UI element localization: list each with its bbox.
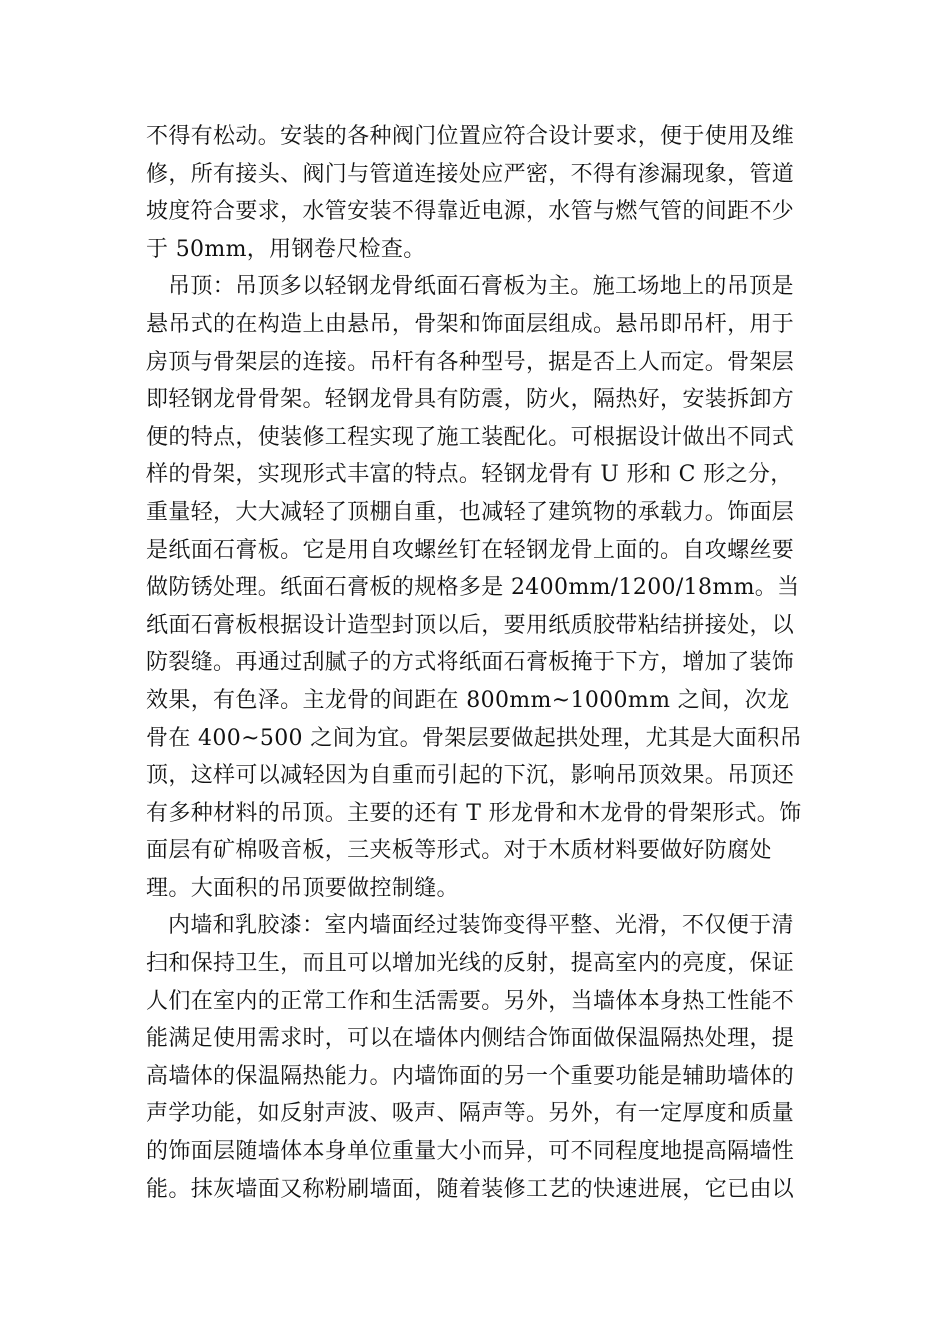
document-body (146, 118, 806, 1208)
paragraph-ceiling: 吊顶：吊顶多以轻钢龙骨纸面石膏板为主。施工场地上的吊顶是悬吊式的在构造上由悬吊，骨架和饰面层组成。悬吊即吊杆，用于房顶与骨架层的连接。吊杆有各种型号，据是否上人而定。骨架层即轻钢龙骨骨架。轻钢龙骨具有防震，防火，隔热好，安装拆卸方便的特点，使装修工程实现了施工装配化。可根据设计做出不同式样的骨架，实现形式丰富的特点。轻钢龙骨有 U 形和 C 形之分，重量轻，大大减轻了顶棚自重，也减轻了建筑物的承载力。饰面层是纸面石膏板。它是用自攻螺丝钉在轻钢龙骨上面的。自攻螺丝要做防锈处理。纸面石膏板的规格多是 2400mm/1200/18mm。当纸面石膏板根据设计造型封顶以后，要用纸质胶带粘结拼接处，以防裂缝。再通过刮腻子的方式将纸面石膏板掩于下方，增加了装饰效果，有色泽。主龙骨的间距在 800mm~1000mm 之间，次龙骨在 400~500 之间为宜。骨架层要做起拱处理，尤其是大面积吊顶，这样可以减轻因为自重而引起的下沉，影响吊顶效果。吊顶还有多种材料的吊顶。主要的还有 T 形龙骨和木龙骨的骨架形式。饰面层有矿棉吸音板，三夹板等形式。对于木质材料要做好防腐处理。大面积的吊顶要做控制缝。 (146, 274, 802, 901)
paragraph-pipes-continuation: 不得有松动。安装的各种阀门位置应符合设计要求，便于使用及维修，所有接头、阀门与管道连接处应严密，不得有渗漏现象，管道坡度符合要求，水管安装不得靠近电源，水管与燃气管的间距不少于 50mm，用钢卷尺检查。 (146, 124, 795, 262)
paragraph-interior-wall: 内墙和乳胶漆：室内墙面经过装饰变得平整、光滑，不仅便于清扫和保持卫生，而且可以增加光线的反射，提高室内的亮度，保证人们在室内的正常工作和生活需要。另外，当墙体本身热工性能不能满足使用需求时，可以在墙体内侧结合饰面做保温隔热处理，提高墙体的保温隔热能力。内墙饰面的另一个重要功能是辅助墙体的声学功能，如反射声波、吸声、隔声等。另外，有一定厚度和质量的饰面层随墙体本身单位重量大小而异，可不同程度地提高隔墙性能。抹灰墙面又称粉刷墙面，随着装修工艺的快速进展，它已由以 (146, 913, 795, 1202)
